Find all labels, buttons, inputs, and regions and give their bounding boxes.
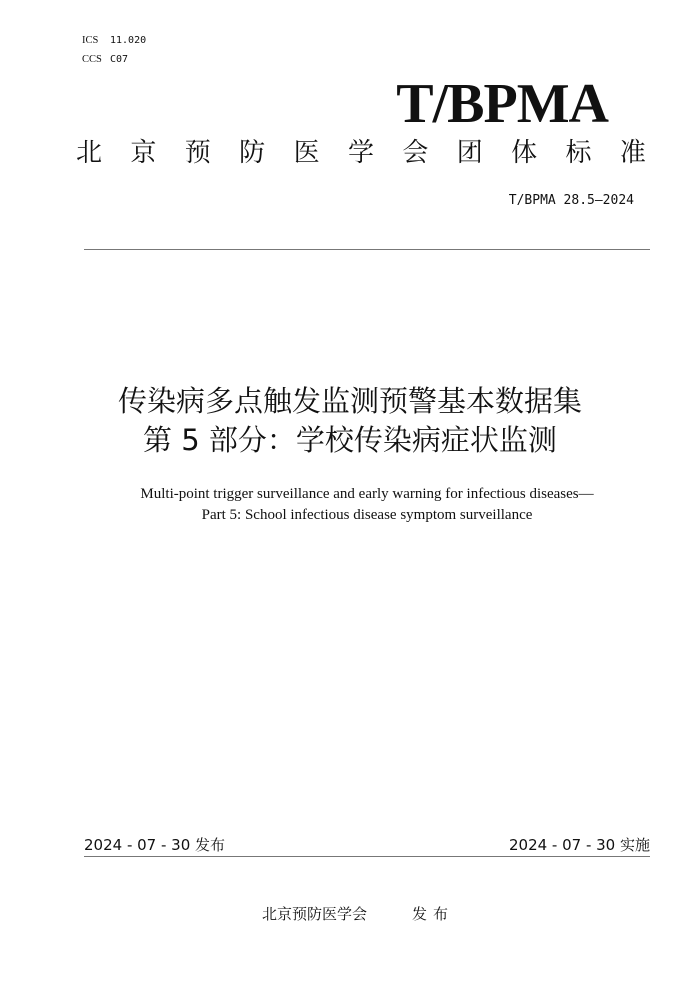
ccs-code	[82, 53, 128, 67]
standard-number: T/BPMA 28.5—2024	[508, 193, 634, 208]
ccs-label: CCS	[82, 54, 102, 65]
org-name-char: 标	[565, 138, 592, 168]
ics-value: 11.020	[110, 35, 147, 46]
title-english-line-1: Multi-point trigger surveillance and early warning for infectious diseases—	[140, 486, 594, 502]
title-chinese-line-2: 第 5 部分：学校传染病症状监测	[143, 423, 557, 457]
organization-standard-title	[76, 137, 646, 169]
organization-logo: T/BPMA	[396, 73, 608, 135]
header-divider	[84, 249, 650, 250]
title-english-line-2: Part 5: School infectious disease symptom surveillance	[201, 507, 533, 523]
issue-date: 2024 - 07 - 30 发布	[84, 836, 226, 854]
org-name-char: 京	[130, 138, 157, 168]
org-name-char: 预	[184, 138, 211, 168]
org-name-char: 防	[239, 138, 266, 168]
org-name-char: 会	[402, 138, 429, 168]
org-name-char: 北	[76, 138, 103, 168]
org-name-char: 准	[619, 138, 646, 168]
org-name-char: 学	[347, 138, 374, 168]
publish-label: 发布	[412, 905, 455, 923]
org-name-char: 体	[511, 138, 538, 168]
org-name-char: 医	[293, 138, 320, 168]
publisher-name: 北京预防医学会	[262, 905, 368, 923]
org-name-char: 团	[456, 138, 483, 168]
footer-divider	[84, 856, 650, 857]
ccs-value: C07	[110, 54, 129, 65]
ics-code	[82, 34, 146, 48]
title-chinese-line-1: 传染病多点触发监测预警基本数据集	[117, 384, 582, 418]
implementation-date: 2024 - 07 - 30 实施	[508, 836, 650, 854]
ics-label: ICS	[82, 35, 99, 46]
